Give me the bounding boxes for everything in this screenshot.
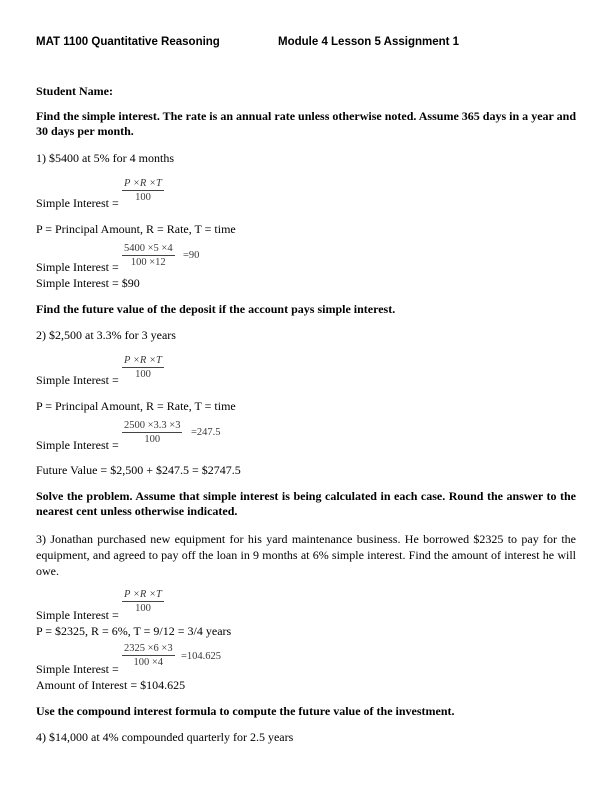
section2-instructions: Find the future value of the deposit if the account pays simple interest. [36, 302, 396, 316]
assignment-title: Module 4 Lesson 5 Assignment 1 [278, 36, 460, 48]
problem-1: 1) $5400 at 5% for 4 months [36, 151, 174, 165]
calc-label-3: Simple Interest = [36, 662, 119, 676]
calc-fraction-1 [122, 243, 175, 268]
section4-instructions: Use the compound interest formula to compute the future value of the investment. [36, 704, 455, 718]
calc-label-2: Simple Interest = [36, 438, 119, 452]
calc-fraction-2 [122, 420, 182, 445]
formula-label-1: Simple Interest = [36, 196, 119, 210]
calc-denominator: 100 [144, 434, 161, 445]
calc-result-3: =104.625 [181, 651, 222, 662]
formula-denominator: 100 [135, 369, 151, 380]
answer-1: Simple Interest = $90 [36, 276, 140, 290]
calc-result-2: =247.5 [191, 427, 221, 438]
formula-numerator: P ×R ×T [124, 178, 162, 189]
problem-3: 3) Jonathan purchased new equipment for his yard maintenance business. He borrowed $2325 to pay for the equipment, and agreed to pay off the loan in 9 months at 6% simple interest. Find the amount of interest he will owe. [36, 532, 576, 578]
section3-instructions: Solve the problem. Assume that simple interest is being calculated in each case. Round the answer to the nearest cent unless otherwise indicated. [36, 489, 576, 518]
calc-label-1: Simple Interest = [36, 260, 119, 274]
section1-instructions: Find the simple interest. The rate is an annual rate unless otherwise noted. Assume 365 days in a year and 30 days per month. [36, 109, 576, 138]
calc-denominator: 100 ×4 [133, 657, 164, 668]
student-name-label: Student Name: [36, 84, 113, 98]
formula-denominator: 100 [135, 192, 151, 203]
answer-3: Amount of Interest = $104.625 [36, 678, 186, 692]
formula-fraction-2 [122, 355, 164, 380]
problem-2: 2) $2,500 at 3.3% for 3 years [36, 328, 176, 342]
definitions-1: P = Principal Amount, R = Rate, T = time [36, 222, 236, 236]
definitions-2: P = Principal Amount, R = Rate, T = time [36, 399, 236, 413]
formula-fraction-1 [122, 178, 164, 203]
calc-result-1: =90 [183, 250, 200, 261]
formula-label-3: Simple Interest = [36, 608, 119, 622]
formula-numerator: P ×R ×T [124, 355, 162, 366]
problem-4: 4) $14,000 at 4% compounded quarterly for 2.5 years [36, 730, 294, 744]
calc-fraction-3 [122, 643, 175, 668]
answer-2: Future Value = $2,500 + $247.5 = $2747.5 [36, 463, 241, 477]
definitions-3: P = $2325, R = 6%, T = 9/12 = 3/4 years [36, 624, 232, 638]
formula-label-2: Simple Interest = [36, 373, 119, 387]
formula-numerator: P ×R ×T [124, 589, 162, 600]
formula-denominator: 100 [135, 603, 151, 614]
calc-denominator: 100 ×12 [130, 257, 166, 268]
calc-numerator: 2325 ×6 ×3 [124, 643, 173, 654]
formula-fraction-3 [122, 589, 164, 614]
calc-numerator: 5400 ×5 ×4 [124, 243, 173, 254]
calc-numerator: 2500 ×3.3 ×3 [124, 420, 181, 431]
course-title: MAT 1100 Quantitative Reasoning [36, 36, 220, 48]
